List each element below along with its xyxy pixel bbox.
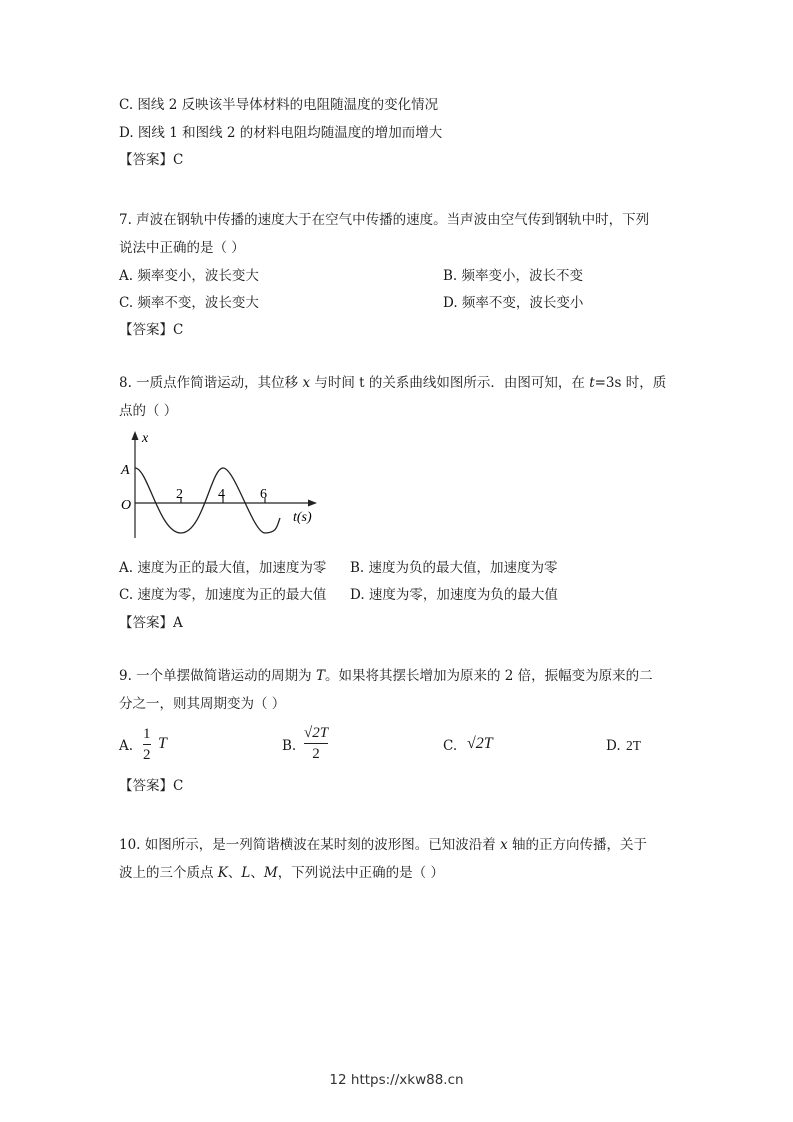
q7-option-d: D. 频率不变，波长变小 [443,295,584,311]
q7-stem-line1: 7. 声波在钢轨中传播的速度大于在空气中传播的速度。当声波由空气传到钢轨中时，下列 [119,212,650,228]
q9-option-b-fraction [304,724,328,763]
q8-option-b: B. 速度为负的最大值，加速度为零 [350,560,558,576]
q10-point-L: L [241,865,251,881]
q9-option-a-T: T [158,735,167,752]
fraction-bar [304,743,328,744]
fraction-denominator: 2 [143,747,151,763]
origin-label: O [121,498,132,513]
q8-var-t: t [589,375,595,391]
prev-answer: 【答案】C [119,152,184,168]
page-footer: 12 https://xkw88.cn [329,1072,464,1088]
q9-text: 9. 一个单摆做简谐运动的周期为 [119,668,316,684]
q9-answer: 【答案】C [119,778,184,794]
q8-text: 8. 一质点作简谐运动，其位移 [119,375,303,391]
fraction-numerator: √2T [304,725,329,741]
prev-option-c: C. 图线 2 反映该半导体材料的电阻随温度的变化情况 [119,97,439,113]
x-axis-arrow [132,431,139,440]
q9-option-d-label: D. [606,738,621,754]
tick-label: 4 [218,487,225,502]
q9-option-a-fraction [143,725,151,764]
q9-stem-line1 [119,666,653,686]
q7-stem-line2: 说法中正确的是（ ） [119,240,245,256]
q9-option-c-value: √2T [467,735,493,752]
prev-option-d: D. 图线 1 和图线 2 的材料电阻均随温度的增加而增大 [119,125,443,141]
fraction-denominator: 2 [312,746,320,762]
q8-stem-line2: 点的（ ） [119,403,178,419]
fraction-bar [143,744,151,745]
q9-option-b-label: B. [282,738,297,754]
q9-stem-line2: 分之一，则其周期变为（ ） [119,696,286,712]
q8-option-c: C. 速度为零，加速度为正的最大值 [119,587,327,603]
fraction-numerator: 1 [143,726,151,742]
q10-separator: 、 [250,865,264,881]
tick-label: 6 [260,487,267,502]
q10-separator: 、 [227,865,242,881]
displacement-curve [135,468,280,533]
q7-option-c: C. 频率不变，波长变大 [119,295,259,311]
x-axis-label: x [142,431,149,446]
q10-stem-line1 [119,835,647,855]
q8-option-a: A. 速度为正的最大值，加速度为零 [119,560,327,576]
q7-answer: 【答案】C [119,322,184,338]
q10-point-K: K [217,865,228,881]
t-axis-arrow [308,500,317,507]
tick-label: 2 [176,487,183,502]
q9-var-T: T [315,668,325,684]
q9-text: 。如果将其摆长增加为原来的 2 倍，振幅变为原来的二 [324,668,653,684]
q10-text: ，下列说法中正确的是（ ） [277,865,444,881]
q9-option-c-label: C. [443,738,458,754]
q8-text: 与时间 t 的关系曲线如图所示．由图可知，在 [310,375,590,391]
q10-point-M: M [263,865,278,881]
q8-option-d: D. 速度为零，加速度为负的最大值 [350,587,558,603]
q9-option-d-value: 2T [626,738,641,753]
amplitude-label: A [121,463,130,478]
q10-var-x: x [500,837,508,853]
q8-var-x: x [302,375,311,391]
q10-text: 波上的三个质点 [119,865,218,881]
q7-option-b: B. 频率变小，波长不变 [443,268,584,284]
q10-text: 轴的正方向传播，关于 [507,837,647,853]
q7-option-a: A. 频率变小，波长变大 [119,268,259,284]
q10-stem-line2 [119,863,444,883]
q9-option-a-label: A. [119,738,134,754]
t-axis-label: t(s) [293,510,312,525]
q8-text: =3s 时，质 [594,375,667,391]
q8-answer: 【答案】A [119,615,183,631]
q8-displacement-time-graph [115,428,330,543]
q10-text: 10. 如图所示，是一列简谐横波在某时刻的波形图。已知波沿着 [119,837,501,853]
q8-stem-line1 [119,373,666,393]
